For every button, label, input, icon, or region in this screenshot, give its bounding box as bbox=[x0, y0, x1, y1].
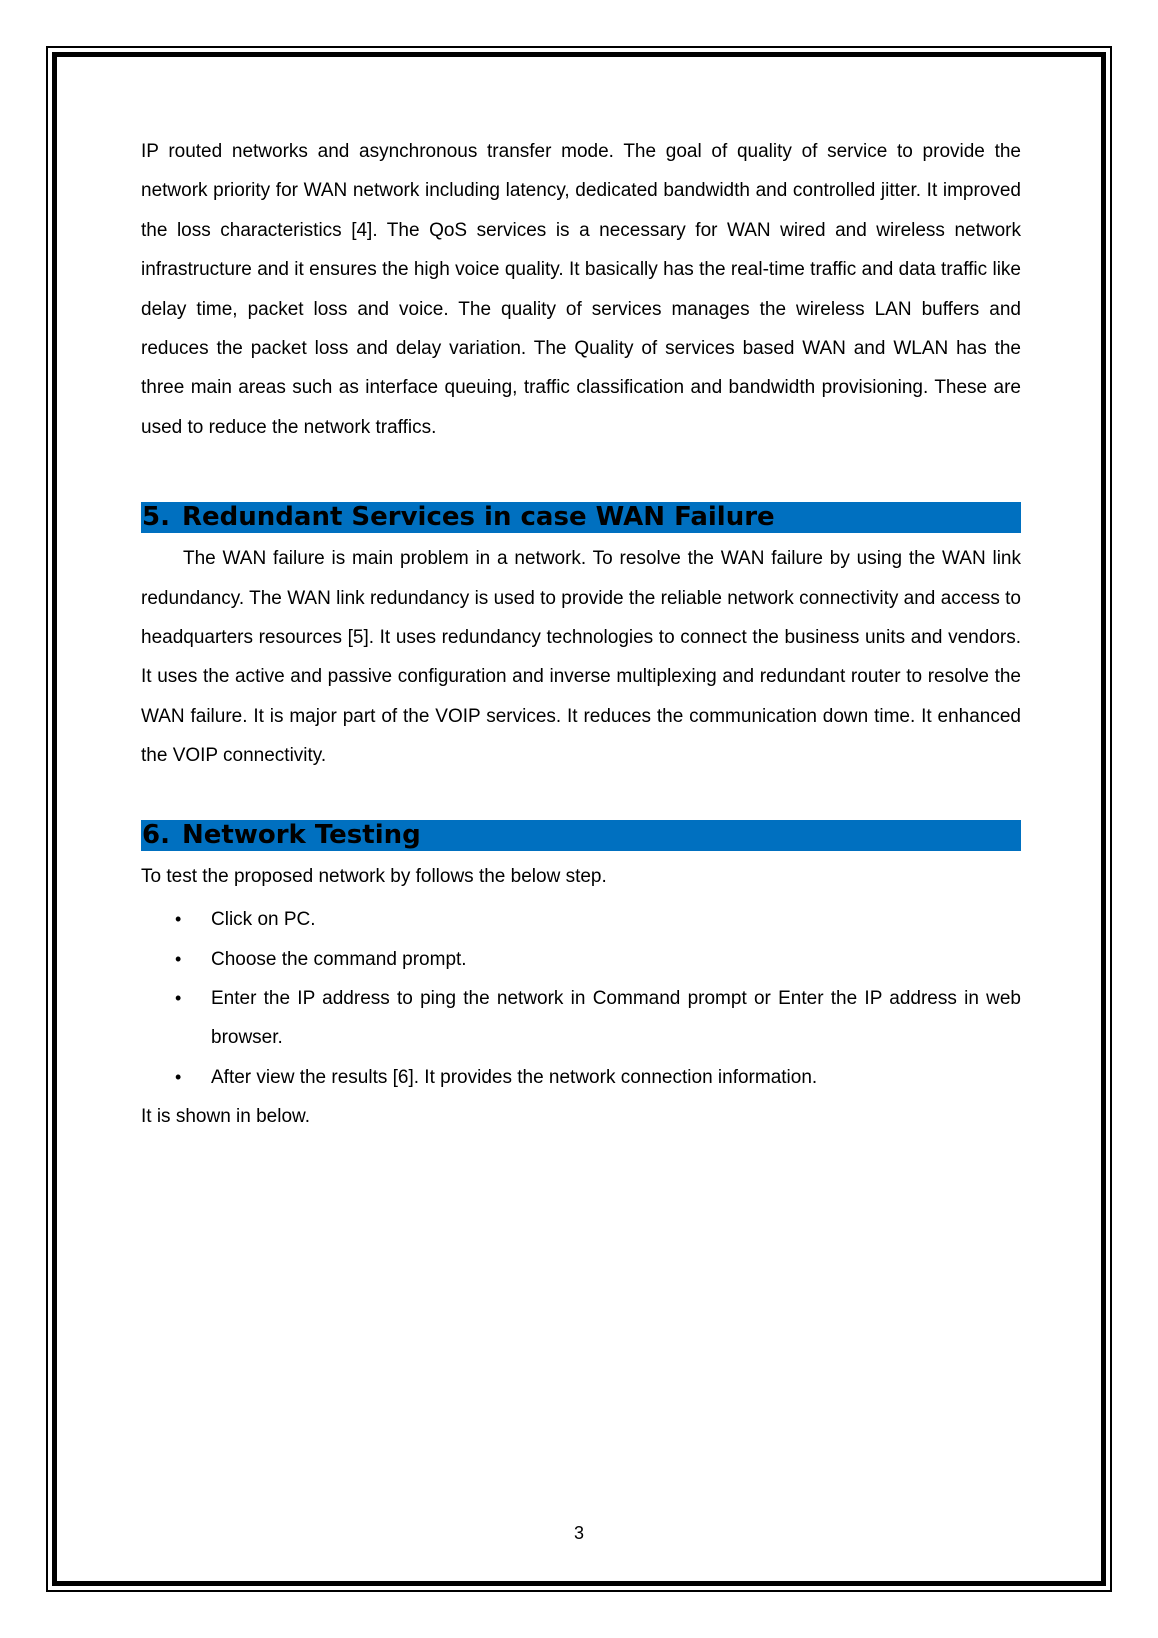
page-number: 3 bbox=[573, 1523, 584, 1543]
list-item bbox=[141, 979, 1021, 1058]
bullet-icon: • bbox=[175, 909, 182, 930]
section-5-paragraph: The WAN failure is main problem in a network. To resolve the WAN failure by using the WAN link redundancy. The WAN link redundancy is used to provide the reliable network connectivity and access to headquarters resources [5]. It uses redundancy technologies to connect the business units and vendors. It uses the active and passive configuration and inverse multiplexing and redundant router to resolve the WAN failure. It is major part of the VOIP services. It reduces the communication down time. It enhanced the VOIP connectivity. bbox=[141, 548, 1021, 767]
section-5-heading bbox=[141, 502, 1021, 533]
section-6-number: 6. bbox=[142, 819, 170, 850]
intro-paragraph: IP routed networks and asynchronous transfer mode. The goal of quality of service to provide the network priority for WAN network including latency, dedicated bandwidth and controlled jitter. It improved the loss characteristics [4]. The QoS services is a necessary for WAN wired and wireless network infrastructure and it ensures the high voice quality. It basically has the real-time traffic and data traffic like delay time, packet loss and voice. The quality of services manages the wireless LAN buffers and reduces the packet loss and delay variation. The Quality of services based WAN and WLAN has the three main areas such as interface queuing, traffic classification and bandwidth provisioning. These are used to reduce the network traffics. bbox=[141, 141, 1021, 438]
testing-steps-list bbox=[141, 900, 1021, 1097]
section-6-title: Network Testing bbox=[182, 819, 421, 850]
list-item-text: After view the results [6]. It provides the network connection information. bbox=[211, 1066, 818, 1088]
section-6-outro: It is shown in below. bbox=[141, 1106, 310, 1128]
bullet-icon: • bbox=[175, 948, 182, 969]
document-body bbox=[141, 132, 1021, 1137]
list-item-text: Click on PC. bbox=[211, 909, 316, 931]
section-6-intro: To test the proposed network by follows the below step. bbox=[141, 865, 607, 887]
list-item-text: Choose the command prompt. bbox=[211, 948, 467, 970]
list-item bbox=[141, 1058, 1021, 1097]
section-6-heading bbox=[141, 820, 1021, 851]
list-item bbox=[141, 900, 1021, 939]
bullet-icon: • bbox=[175, 1066, 182, 1087]
section-5-number: 5. bbox=[142, 502, 170, 533]
bullet-icon: • bbox=[175, 987, 182, 1008]
list-item bbox=[141, 940, 1021, 979]
list-item-text: Enter the IP address to ping the network in Command prompt or Enter the IP address in web browser. bbox=[211, 987, 1021, 1049]
section-5-title: Redundant Services in case WAN Failure bbox=[182, 502, 775, 533]
